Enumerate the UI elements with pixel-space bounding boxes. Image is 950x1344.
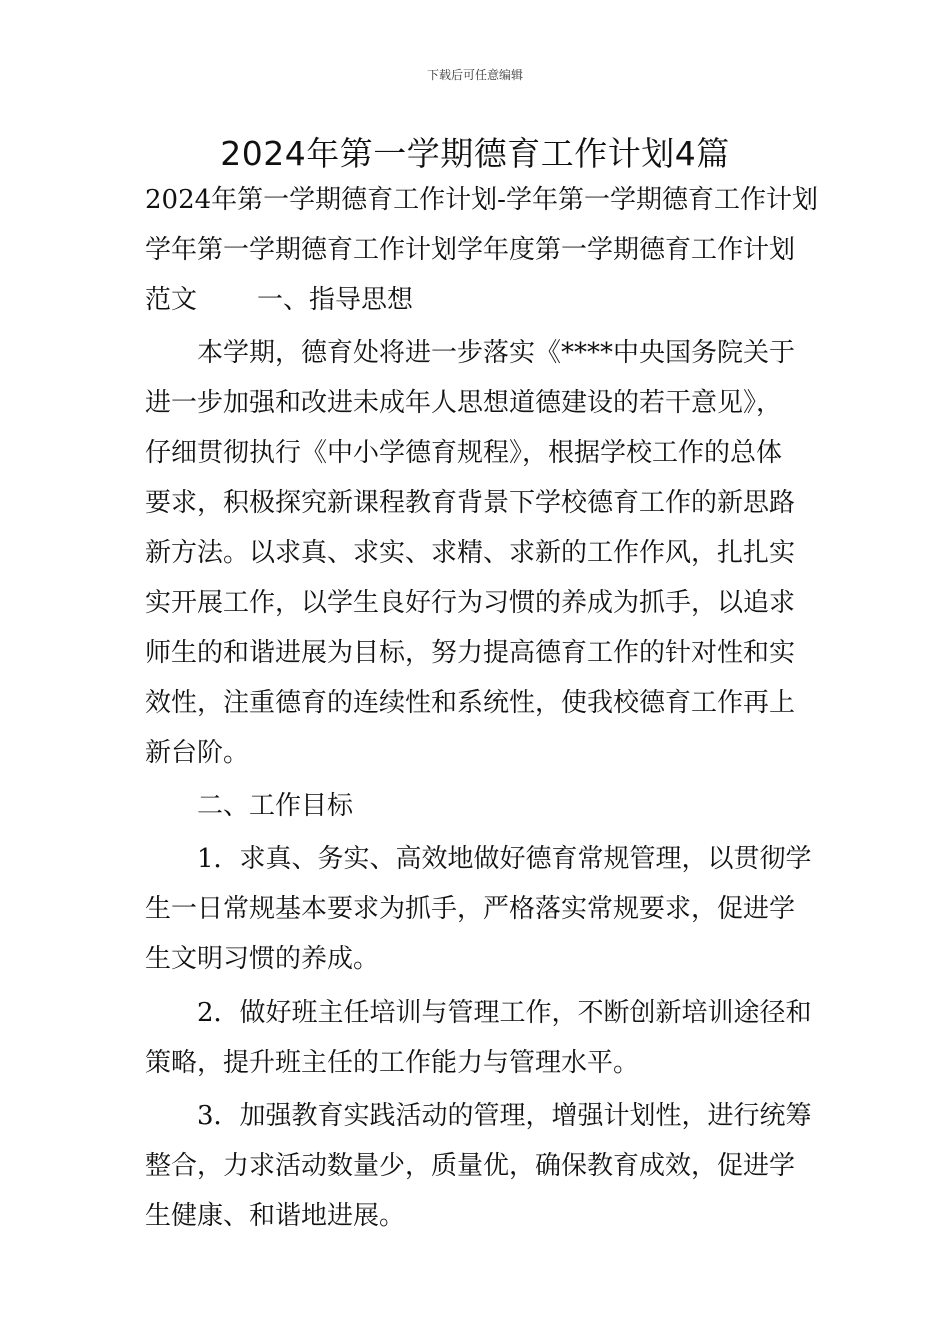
- paragraph-line: 新台阶。: [145, 738, 250, 768]
- paragraph-line: 实开展工作，以学生良好行为习惯的养成为抓手，以追求: [145, 588, 796, 618]
- paragraph-line: 新方法。以求真、求实、求精、求新的工作作风，扎扎实: [145, 538, 796, 568]
- goal-3-line: 3．加强教育实践活动的管理，增强计划性，进行统筹: [197, 1101, 812, 1131]
- paragraph-line: 进一步加强和改进未成年人思想道德建设的若干意见》，: [145, 388, 783, 418]
- paragraph-line: 仔细贯彻执行《中小学德育规程》，根据学校工作的总体: [145, 438, 783, 468]
- document-title: 2024年第一学期德育工作计划4篇: [220, 134, 730, 173]
- goal-3-line: 生健康、和谐地进展。: [145, 1201, 406, 1231]
- intro-fanwen: 范文: [145, 285, 198, 315]
- paragraph-line: 师生的和谐进展为目标，努力提高德育工作的针对性和实: [145, 638, 796, 668]
- goal-2-line: 2．做好班主任培训与管理工作，不断创新培训途径和: [197, 998, 812, 1028]
- paragraph-line: 效性，注重德育的连续性和系统性，使我校德育工作再上: [145, 688, 796, 718]
- paragraph-line: 本学期，德育处将进一步落实《****中央国务院关于: [197, 338, 796, 368]
- section-heading-guiding-ideology: 一、指导思想: [257, 285, 414, 315]
- intro-line-1: 2024年第一学期德育工作计划-学年第一学期德育工作计划: [145, 185, 818, 215]
- intro-line-3: [145, 283, 413, 317]
- goal-3-line: 整合，力求活动数量少，质量优，确保教育成效，促进学: [145, 1151, 796, 1181]
- goal-1-line: 1．求真、务实、高效地做好德育常规管理，以贯彻学: [197, 844, 812, 874]
- paragraph-line: 要求，积极探究新课程教育背景下学校德育工作的新思路: [145, 488, 796, 518]
- header-note: 下载后可任意编辑: [426, 68, 523, 82]
- goal-1-line: 生一日常规基本要求为抓手，严格落实常规要求，促进学: [145, 894, 796, 924]
- goal-2-line: 策略，提升班主任的工作能力与管理水平。: [145, 1048, 640, 1078]
- intro-line-2: 学年第一学期德育工作计划学年度第一学期德育工作计划: [145, 235, 796, 265]
- section-heading-work-goals: 二、工作目标: [197, 791, 354, 821]
- goal-1-line: 生文明习惯的养成。: [145, 944, 380, 974]
